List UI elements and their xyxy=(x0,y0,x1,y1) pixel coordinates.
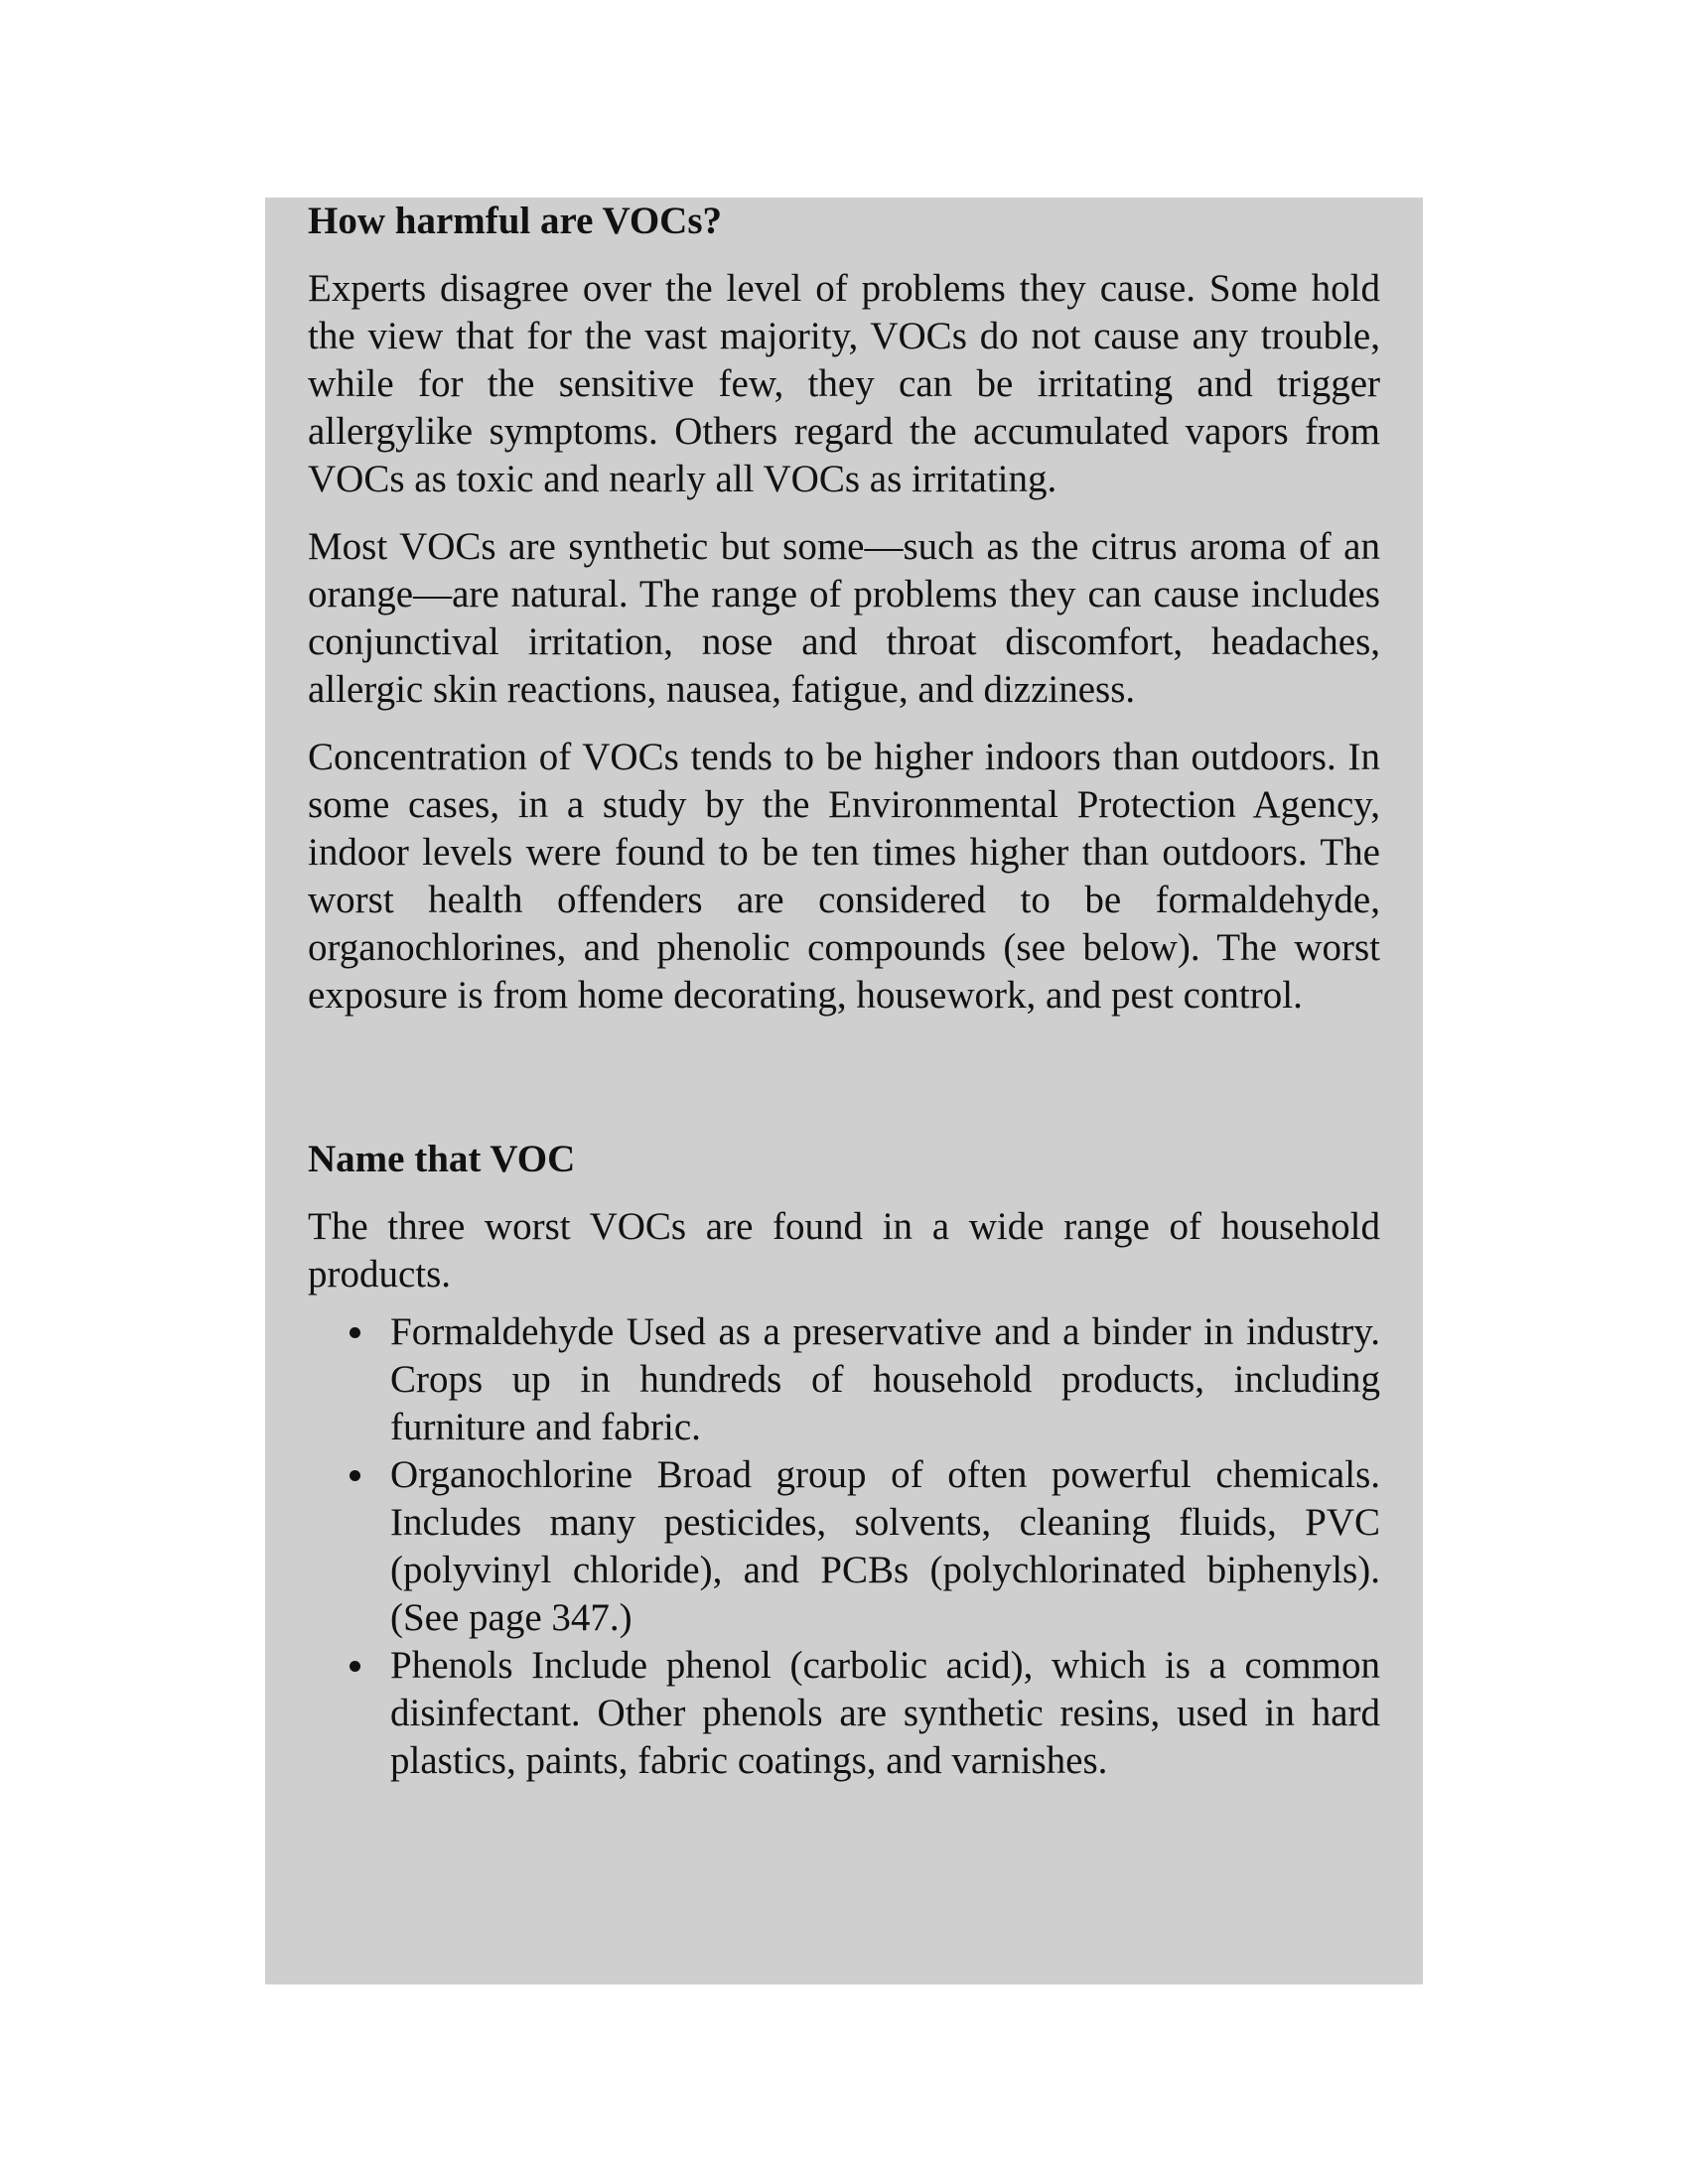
bullet-icon xyxy=(350,1327,360,1338)
list-item-organochlorine xyxy=(390,1451,1380,1642)
list-item-text: Phenols Include phenol (carbolic acid), which is a common disinfectant. Other phenols are synthetic resins, used in hard plastics, paints, fabric coatings, and varnishes. xyxy=(390,1644,1380,1782)
list-item-text: Formaldehyde Used as a preservative and a binder in industry. Crops up in hundreds of household products, including furniture and fabric. xyxy=(390,1310,1380,1448)
bullet-icon xyxy=(350,1470,360,1481)
section-heading-name-that-voc: Name that VOC xyxy=(308,1138,576,1180)
section-heading-how-harmful: How harmful are VOCs? xyxy=(308,200,723,242)
paragraph-synthetic-natural: Most VOCs are synthetic but some—such as the citrus aroma of an orange—are natural. The range of problems they can cause includes conjunctival irritation, nose and throat discomfort, headaches, allergic skin reactions, nausea, fatigue, and dizziness. xyxy=(308,525,1380,711)
bullet-icon xyxy=(350,1661,360,1672)
list-item-formaldehyde xyxy=(390,1308,1380,1451)
paragraph-experts-disagree: Experts disagree over the level of problems they cause. Some hold the view that for the vast majority, VOCs do not cause any trouble, while for the sensitive few, they can be irritating and trigger allergylike symptoms. Others regard the accumulated vapors from VOCs as toxic and nearly all VOCs as irritating. xyxy=(308,267,1380,500)
voc-bullet-list xyxy=(308,1308,1380,1785)
list-item-phenols xyxy=(390,1642,1380,1785)
sidebar-panel xyxy=(265,198,1423,1984)
paragraph-concentration: Concentration of VOCs tends to be higher indoors than outdoors. In some cases, in a study by the Environmental Protection Agency, indoor levels were found to be ten times higher than outdoors. The worst health offenders are considered to be formaldehyde, organochlorines, and phenolic compounds (see below). The worst exposure is from home decorating, housework, and pest control. xyxy=(308,736,1380,1017)
paragraph-intro: The three worst VOCs are found in a wide range of household products. xyxy=(308,1205,1380,1296)
list-item-text: Organochlorine Broad group of often powerful chemicals. Includes many pesticides, solvents, cleaning fluids, PVC (polyvinyl chloride), and PCBs (polychlorinated biphenyls). (See page 347.) xyxy=(390,1453,1380,1639)
section-spacer xyxy=(308,1020,1380,1136)
